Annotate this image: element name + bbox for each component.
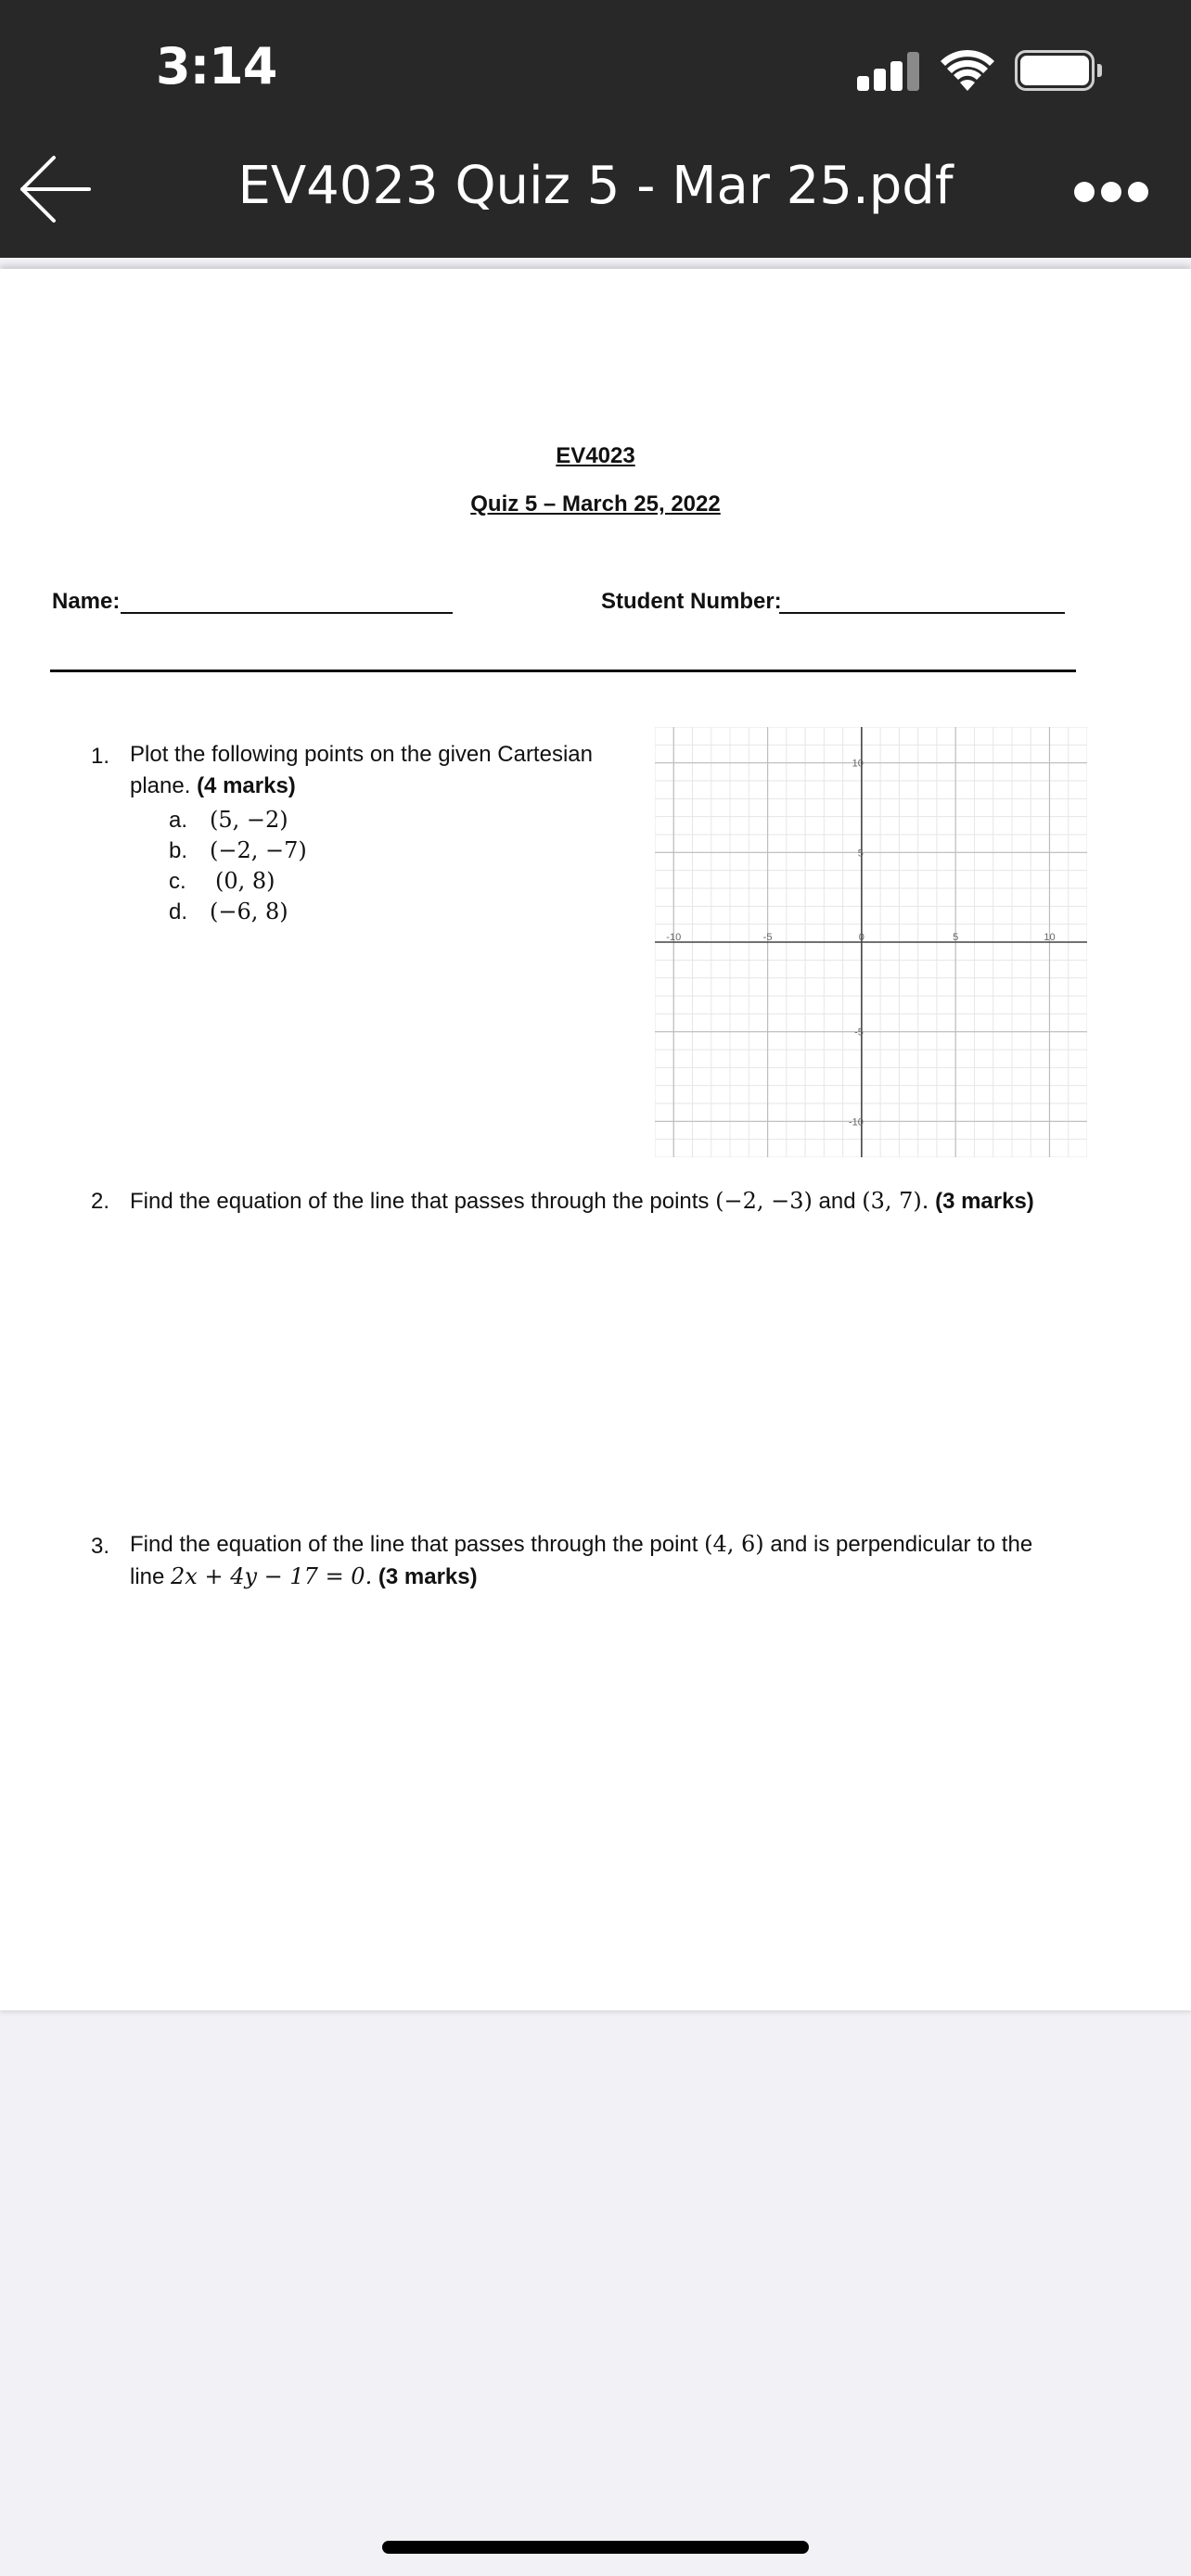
- question-text-line: Plot the following points on the given Cartesian: [130, 742, 593, 767]
- question-text-line: [130, 771, 649, 802]
- item-letter: a.: [169, 808, 188, 833]
- question-marks: (3 marks): [935, 1189, 1034, 1214]
- pdf-page[interactable]: [0, 269, 1191, 2010]
- x-tick-label: 0: [858, 932, 864, 943]
- item-value: (0, 8): [215, 868, 275, 894]
- question-marks: (3 marks): [378, 1564, 478, 1589]
- question-number: 1.: [91, 744, 110, 769]
- question-number: 2.: [91, 1189, 110, 1214]
- x-tick-label: -5: [762, 932, 773, 943]
- list-item: [169, 866, 307, 897]
- question-text-fragment: plane.: [130, 773, 191, 798]
- home-indicator[interactable]: [382, 2541, 809, 2554]
- x-tick-label: 5: [953, 932, 959, 943]
- point-value: (−2, −3): [715, 1188, 813, 1214]
- item-value: (5, −2): [210, 807, 288, 833]
- question-text-fragment: line: [130, 1564, 165, 1589]
- student-number-label: Student Number:: [601, 589, 782, 614]
- item-letter: b.: [169, 838, 188, 863]
- x-tick-label: 10: [1044, 932, 1056, 943]
- item-letter: d.: [169, 899, 188, 925]
- equation: 2x + 4y − 17 = 0.: [171, 1563, 373, 1589]
- y-tick-label: 10: [852, 758, 864, 770]
- question-text: [130, 1528, 1159, 1593]
- name-label: Name:: [52, 589, 121, 614]
- list-item: [169, 897, 307, 927]
- x-tick-label: -10: [666, 932, 682, 943]
- question-text-line: [130, 1528, 1159, 1561]
- points-list: [169, 805, 307, 927]
- question-marks: (4 marks): [197, 773, 296, 798]
- cellular-signal-icon: [857, 52, 922, 91]
- quiz-title: Quiz 5 – March 25, 2022: [470, 491, 721, 516]
- wifi-icon: [939, 46, 996, 93]
- course-code: EV4023: [556, 443, 635, 468]
- item-letter: c.: [169, 869, 186, 894]
- question-text-fragment: Find the equation of the line that passes through the points: [130, 1189, 710, 1214]
- question-text-fragment: and is perpendicular to the: [770, 1532, 1033, 1557]
- status-time: 3:14: [156, 37, 277, 96]
- name-blank-line: [121, 612, 453, 614]
- list-item: [169, 835, 307, 866]
- question-text-line: [130, 1561, 1159, 1593]
- y-tick-label: -5: [854, 1027, 864, 1039]
- item-value: (−6, 8): [210, 899, 288, 925]
- point-value: (4, 6): [704, 1531, 764, 1557]
- question-text-fragment: Find the equation of the line that passes through the point: [130, 1532, 698, 1557]
- question-2: [91, 1185, 1158, 1218]
- question-number: 3.: [91, 1534, 110, 1559]
- y-tick-label: 5: [857, 848, 864, 860]
- top-bar: [0, 0, 1191, 258]
- more-options-button[interactable]: [1074, 182, 1148, 204]
- item-value: (−2, −7): [210, 837, 307, 863]
- y-tick-label: -10: [848, 1116, 864, 1129]
- point-value: (3, 7).: [862, 1188, 929, 1214]
- question-text: [130, 739, 649, 802]
- question-text-fragment: and: [818, 1189, 856, 1214]
- student-number-blank-line: [779, 612, 1065, 614]
- battery-icon: [1015, 50, 1102, 91]
- header-divider: [50, 670, 1076, 672]
- cartesian-plane: [655, 727, 1087, 1157]
- document-title: EV4023 Quiz 5 - Mar 25.pdf: [237, 156, 954, 216]
- list-item: [169, 805, 307, 835]
